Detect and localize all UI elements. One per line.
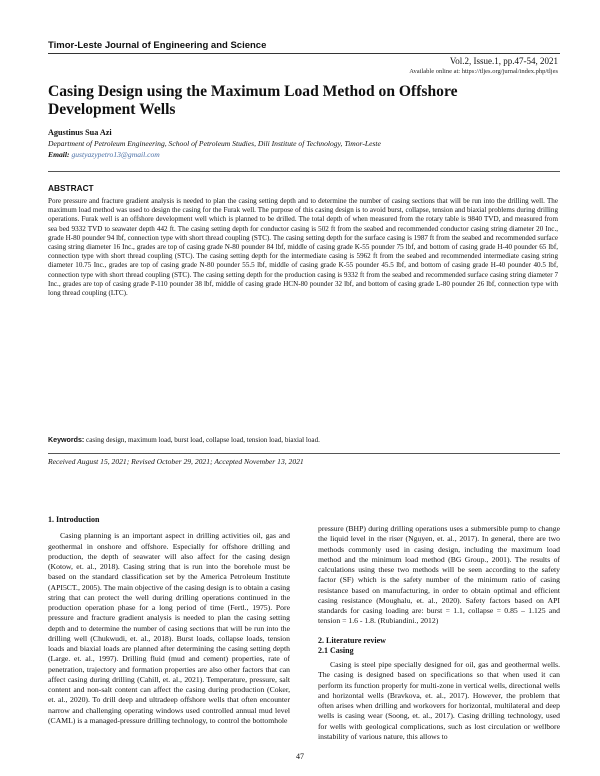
header-divider <box>48 53 560 54</box>
email-link[interactable]: gustyazypetro13@gmail.com <box>71 150 160 159</box>
keywords-label: Keywords: <box>48 436 85 444</box>
right-column <box>318 524 560 742</box>
intro-paragraph: Casing planning is an important aspect in drilling activities oil, gas and geothermal in onshore and offshore. Especially for offshore drilling and production, the depth of seawater will also affect for the casing design (Kotow, et. al., 2018). Casing string that is run into the borehole must be based on the standard classification set by the America Petroleum Institute (API5CT., 2005). The main objective of the casing design is to obtain a casing string that can protect the well during drilling operations continued in the production operation phase for a long period of time (Fertl., 1975). Pore pressure and fracture gradient analysis is needed to plan the casing setting depth and to determine the number of casing sections that will be run into the drilling well (Chukwudi, et. al., 2018). Burst loads, collapse loads, tension loads and biaxial loads are planned after determining the casing setting depth (Large. et. al., 1997). Drilling fluid (mud and cement) properties, rate of penetration, trajectory and formation properties are also other factors that can affect casing during drilling (Cahill, et. al., 2021). Temperature, pressure, salt content and non-salt content can affect the casing during production (Coker, et. al., 2020). To drill deep and ultradeep offshore wells that often encounter narrow and challenging operating windows used controlled annual mud level (CAML) is a managed-pressure drilling technology, to control the bottomhole <box>48 531 290 725</box>
literature-heading: 2. Literature review <box>318 635 386 645</box>
intro-heading: 1. Introduction <box>48 515 100 524</box>
article-title: Casing Design using the Maximum Load Method on Offshore Development Wells <box>48 83 458 118</box>
keywords-line <box>48 436 320 444</box>
availability-line[interactable]: Available online at: https://tljes.org/jurnal/index.php/tljes <box>409 68 558 75</box>
left-column <box>48 515 290 726</box>
received-divider <box>48 453 560 454</box>
journal-name: Timor-Leste Journal of Engineering and Science <box>48 40 267 51</box>
author-affiliation: Department of Petroleum Engineering, School of Petroleum Studies, Dili Institute of Technology, Timor-Leste <box>48 139 381 148</box>
intro-continuation: pressure (BHP) during drilling operations uses a submersible pump to change the liquid level in the riser (Nguyen, et. al., 2017). In general, there are two methods commonly used in casing design, including the maximum load method and the minimum load method (BG Group., 2001). The results of calculations using these two methods will be seen according to the safety factor (SF) which is the safety number of the minimum ratio of casing resistance based on manufacturing, in order to obtain optimal and efficient casing resistance (Moughalu, et. al., 2020). Safety factors based on API standards for casing loading are: burst = 1.1, collapse = 0.85 – 1.125 and tension = 1.6 - 1.8. (Rubiandini., 2012) <box>318 524 560 626</box>
casing-paragraph: Casing is steel pipe specially designed for oil, gas and geothermal wells. The casing is designed based on specifications so that when used it can perform its function properly for multi-zone in vertical wells, directional wells and horizontal wells (Bravkova, et. al., 2017). However, the problem that often arises when drilling and workovers for horizontal, multilateral and deep wells is casing wear (Soong, et. al., 2017). Casing drilling technology, used for wells with geological complications, such as lost circulation or wellbore instability of various nature, this allows to <box>318 660 560 741</box>
keywords-text: casing design, maximum load, burst load, collapse load, tension load, biaxial load. <box>86 436 320 444</box>
author-name: Agustinus Sua Azi <box>48 128 112 137</box>
page-number: 47 <box>296 752 304 761</box>
abstract-heading: ABSTRACT <box>48 183 94 193</box>
received-dates: Received August 15, 2021; Revised October 29, 2021; Accepted November 13, 2021 <box>48 457 304 466</box>
email-label: Email: <box>48 150 70 159</box>
abstract-divider <box>48 171 560 172</box>
casing-subheading: 2.1 Casing <box>318 645 354 655</box>
volume-info: Vol.2, Issue.1, pp.47-54, 2021 <box>449 56 558 66</box>
abstract-text: Pore pressure and fracture gradient analysis is needed to plan the casing setting depth and to determine the number of casing sections that will be run into the drilling well. The maximum load method was used to design the casing for the Furak well. The purpose of this casing design is to avoid burst, collapse, tension and biaxial problems during drilling operations. Furak well is an offshore development well which is planned to be drilled. The total depth of when measured from the rotary table is 9840 TVD, and measured from sea bed 9332 TVD to seawater depth 442 ft. The casing setting depth for conductor casing is 502 ft from the seabed and recommended conductor casing string diameter 20 Inc., grade H-80 pounder 94 lbf, connection type with short thread coupling (STC). The casing setting depth for the surface casing is 1987 ft from the seabed and recommended surface casing string diameter 16 Inc., grades are top of casing grade N-80 pounder 84 lbf, middle of casing grade K-55 pounder 75 lbf, and bottom of casing grade H-40 pounder 65 lbf, connection type with short thread coupling (STC). The casing setting depth for the intermediate casing is 5962 ft from the seabed and recommended intermediate casing string diameter 10.75 Inc., grades are top of casing grade N-80 pounder 55.5 lbf, middle of casing grade K-55 pounder 45.5 lbf, and bottom of casing grade H-40 pounder 40.5 lbf, connection type with short thread coupling (STC). The casing setting depth for the production casing is 9332 ft from the seabed and recommended surface casing string diameter 7 Inc., grades are top of casing grade P-110 pounder 38 lbf, middle of casing grade HCN-80 pounder 32 lbf, and bottom of casing grade L-80 pounder 26 lbf, connection type with long thread coupling (LTC). <box>48 197 558 298</box>
author-email-line <box>48 150 160 159</box>
